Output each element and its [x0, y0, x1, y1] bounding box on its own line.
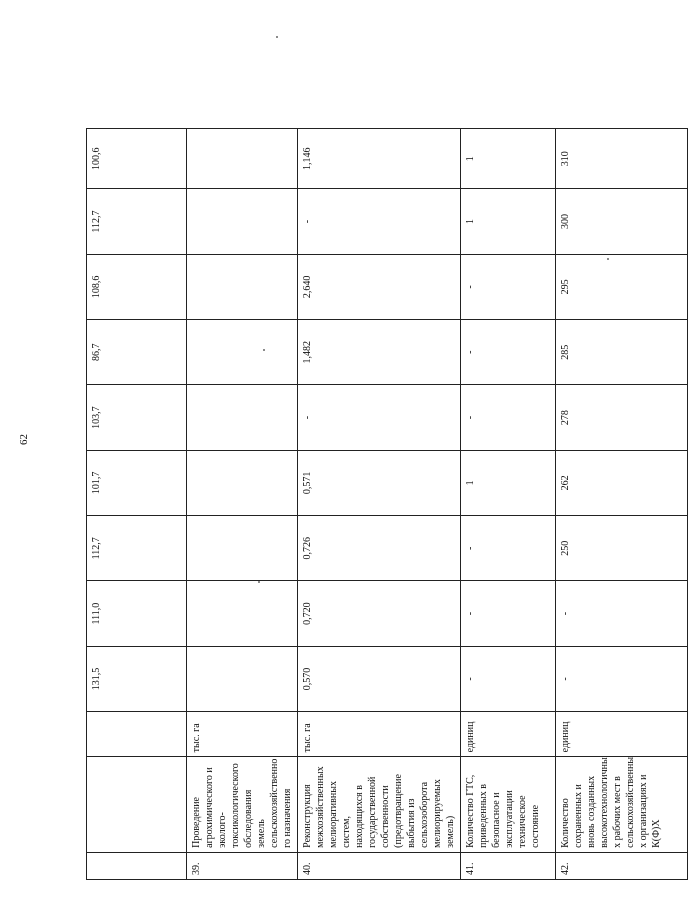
row-value-cell [187, 581, 298, 646]
scan-speck [607, 258, 609, 260]
row-unit: тыс. га [298, 712, 461, 757]
row-value-cell: - [461, 254, 556, 319]
scan-speck [258, 581, 260, 583]
row-value-cell [187, 129, 298, 189]
row-indicator-name: Количество ГТС, приведенных в безопасное и эксплуатации техническое состояние [461, 757, 556, 853]
header-value-cell: 112,7 [87, 189, 187, 254]
row-value-cell [187, 646, 298, 711]
row-value-cell: 1 [461, 129, 556, 189]
row-value-cell [187, 254, 298, 319]
indicators-table [86, 128, 688, 880]
row-value-cell [187, 516, 298, 581]
row-value-cell: 278 [556, 385, 688, 450]
row-value-cell: 1,146 [298, 129, 461, 189]
header-value-cell: 131,5 [87, 646, 187, 711]
row-value-cell: 250 [556, 516, 688, 581]
row-value-cell: - [461, 320, 556, 385]
row-indicator-name: Проведение агрохимического и эколого-токсикологического обследования земель сельскохозяйственно го назначения [187, 757, 298, 853]
row-value-cell: 1,482 [298, 320, 461, 385]
row-value-cell: 300 [556, 189, 688, 254]
page-number: 62 [18, 434, 30, 445]
row-value-cell: 0,720 [298, 581, 461, 646]
row-indicator-name: Реконструкция межхозяйственных мелиоративных систем, находящихся в государственной собственности (предотвращение выбытия из сельхозоборота мелиорируемых земель) [298, 757, 461, 853]
header-name-cell [87, 757, 187, 853]
row-value-cell: - [298, 385, 461, 450]
header-value-cell: 111,0 [87, 581, 187, 646]
row-value-cell: - [298, 189, 461, 254]
row-value-cell [187, 189, 298, 254]
header-unit-cell [87, 712, 187, 757]
table-row [461, 129, 556, 880]
row-value-cell: 295 [556, 254, 688, 319]
row-value-cell [187, 320, 298, 385]
row-value-cell: 262 [556, 450, 688, 515]
table-row [298, 129, 461, 880]
row-unit: единиц [461, 712, 556, 757]
row-value-cell: 310 [556, 129, 688, 189]
scan-speck [263, 349, 265, 351]
header-value-cell: 100,6 [87, 129, 187, 189]
row-unit: тыс. га [187, 712, 298, 757]
table-row [556, 129, 688, 880]
header-value-cell: 103,7 [87, 385, 187, 450]
row-value-cell: 0,570 [298, 646, 461, 711]
row-value-cell: - [556, 581, 688, 646]
row-number: 39. [187, 852, 298, 879]
header-value-cell: 108,6 [87, 254, 187, 319]
row-value-cell: 1 [461, 450, 556, 515]
table-header-row [87, 129, 187, 880]
row-value-cell: 0,571 [298, 450, 461, 515]
header-value-cell: 86,7 [87, 320, 187, 385]
row-indicator-name: Количество сохраненных и вновь созданных высокотехнологичны х рабочих мест в сельскохозяйственны х организациях и К(Ф)Х [556, 757, 688, 853]
row-number: 42. [556, 852, 688, 879]
table-row [187, 129, 298, 880]
row-value-cell: 1 [461, 189, 556, 254]
row-value-cell: - [556, 646, 688, 711]
row-value-cell: - [461, 385, 556, 450]
row-number: 40. [298, 852, 461, 879]
row-value-cell: 0,726 [298, 516, 461, 581]
indicators-table-wrapper [86, 128, 662, 880]
row-number: 41. [461, 852, 556, 879]
scan-speck [276, 36, 278, 38]
header-num-cell [87, 852, 187, 879]
row-unit: единиц [556, 712, 688, 757]
row-value-cell: - [461, 646, 556, 711]
header-value-cell: 101,7 [87, 450, 187, 515]
row-value-cell [187, 450, 298, 515]
row-value-cell: - [461, 581, 556, 646]
row-value-cell: - [461, 516, 556, 581]
row-value-cell [187, 385, 298, 450]
row-value-cell: 285 [556, 320, 688, 385]
header-value-cell: 112,7 [87, 516, 187, 581]
row-value-cell: 2,640 [298, 254, 461, 319]
